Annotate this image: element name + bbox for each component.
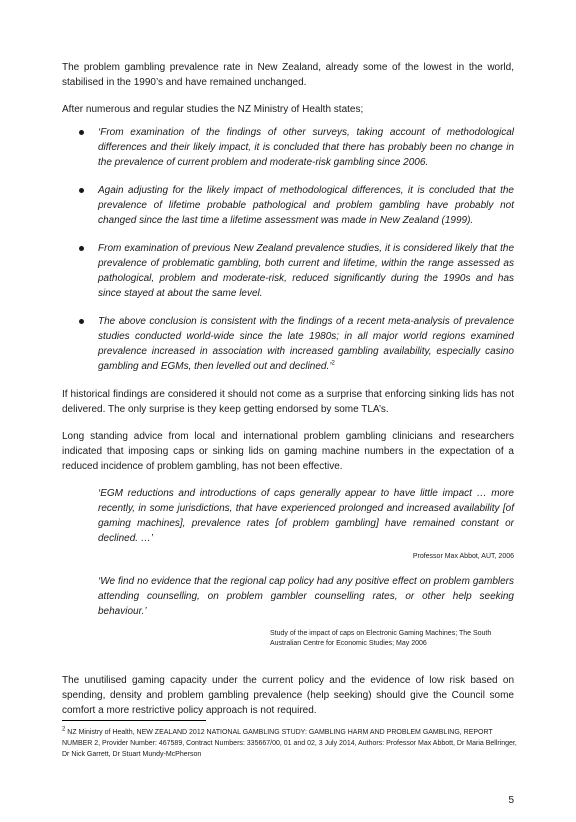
bullet-icon <box>79 246 84 251</box>
paragraph-prevalence: The problem gambling prevalence rate in New Zealand, already some of the lowest in the world, stabilised in the 1990’s and have remained unchanged. <box>62 62 514 88</box>
page-number: 5 <box>508 795 514 806</box>
paragraph-historical: If historical findings are considered it should not come as a surprise that enforcing sinking lids has not delivered. The only surprise is they keep getting endorsed by some TLA’s. <box>62 389 514 415</box>
list-item: From examination of previous New Zealand prevalence studies, it is considered likely that the prevalence of problematic gambling, both current and lifetime, within the range assessed as pathological, problem and moderate-risk, reduced significantly during the 1990s and has since stayed at about the same level. <box>62 241 514 301</box>
footnote-marker[interactable]: 2 <box>331 360 335 367</box>
list-item: ‘From examination of the findings of other surveys, taking account of methodological differences and their likely impact, it is concluded that there has probably been no change in the prevalence of current problem and moderate-risk gambling since 2006. <box>62 125 514 170</box>
quote-text: ‘EGM reductions and introductions of caps generally appear to have little impact … more recently, in some jurisdictions, that have experienced prolonged and increased availability [of gaming machines], prevalence rates [of problem gambling] have remained constant or declined. …’ <box>98 488 514 544</box>
list-item: The above conclusion is consistent with the findings of a recent meta-analysis of prevalence studies conducted world-wide since the late 1980s; in all major world regions examined prevalence increased in association with increased gambling availability, especially casino gambling and EGMs, then levelled out and declined.’$^2$ <box>62 314 514 374</box>
quote-sacES <box>98 574 514 619</box>
footnote-divider <box>62 720 206 721</box>
paragraph-ministry: After numerous and regular studies the NZ Ministry of Health states; <box>62 104 364 115</box>
ministry-findings-list <box>62 125 514 374</box>
footnote: $^2$ NZ Ministry of Health, NEW ZEALAND 2012 NATIONAL GAMBLING STUDY: GAMBLING HARM AND PROBLEM GAMBLING, REPORT NUMBER 2, Provider Number: 467589, Contract Numbers: 335667/00, 01 and 02, 3 July 2014, Authors: Professor Max Abbott, Dr Maria Bellringer, Dr Nick Garrett, Dr Stuart Mundy-McPherson <box>62 726 517 758</box>
paragraph-advice: Long standing advice from local and international problem gambling clinicians and researchers indicated that imposing caps or sinking lids on gaming machine numbers in the expectation of a reduced incidence of problem gambling, has not been effective. <box>62 431 514 472</box>
bullet-icon <box>79 130 84 135</box>
quote-abbot <box>98 486 514 562</box>
quote-source: Professor Max Abbot, AUT, 2006 <box>412 553 514 560</box>
bullet-icon <box>79 188 84 193</box>
bullet-icon <box>79 319 84 324</box>
paragraph-conclusion: The unutilised gaming capacity under the current policy and the evidence of low risk based on spending, density and problem gambling prevalence (help seeking) should give the Council some comfort a more restrictive policy approach is not required. <box>62 675 514 716</box>
list-item: Again adjusting for the likely impact of methodological differences, it is concluded that the prevalence of lifetime probable pathological and problem gambling have probably not changed since the last time a lifetime assessment was made in New Zealand (1999). <box>62 183 514 228</box>
quote-text: ‘We find no evidence that the regional cap policy had any positive effect on problem gamblers attending counselling, on problem gambler counselling rates, or other help seeking behaviour.’ <box>98 576 514 617</box>
quote-source: Study of the impact of caps on Electronic Gaming Machines; The South Australian Centre for Economic Studies; May 2006 <box>270 630 492 647</box>
page-body <box>62 60 514 718</box>
